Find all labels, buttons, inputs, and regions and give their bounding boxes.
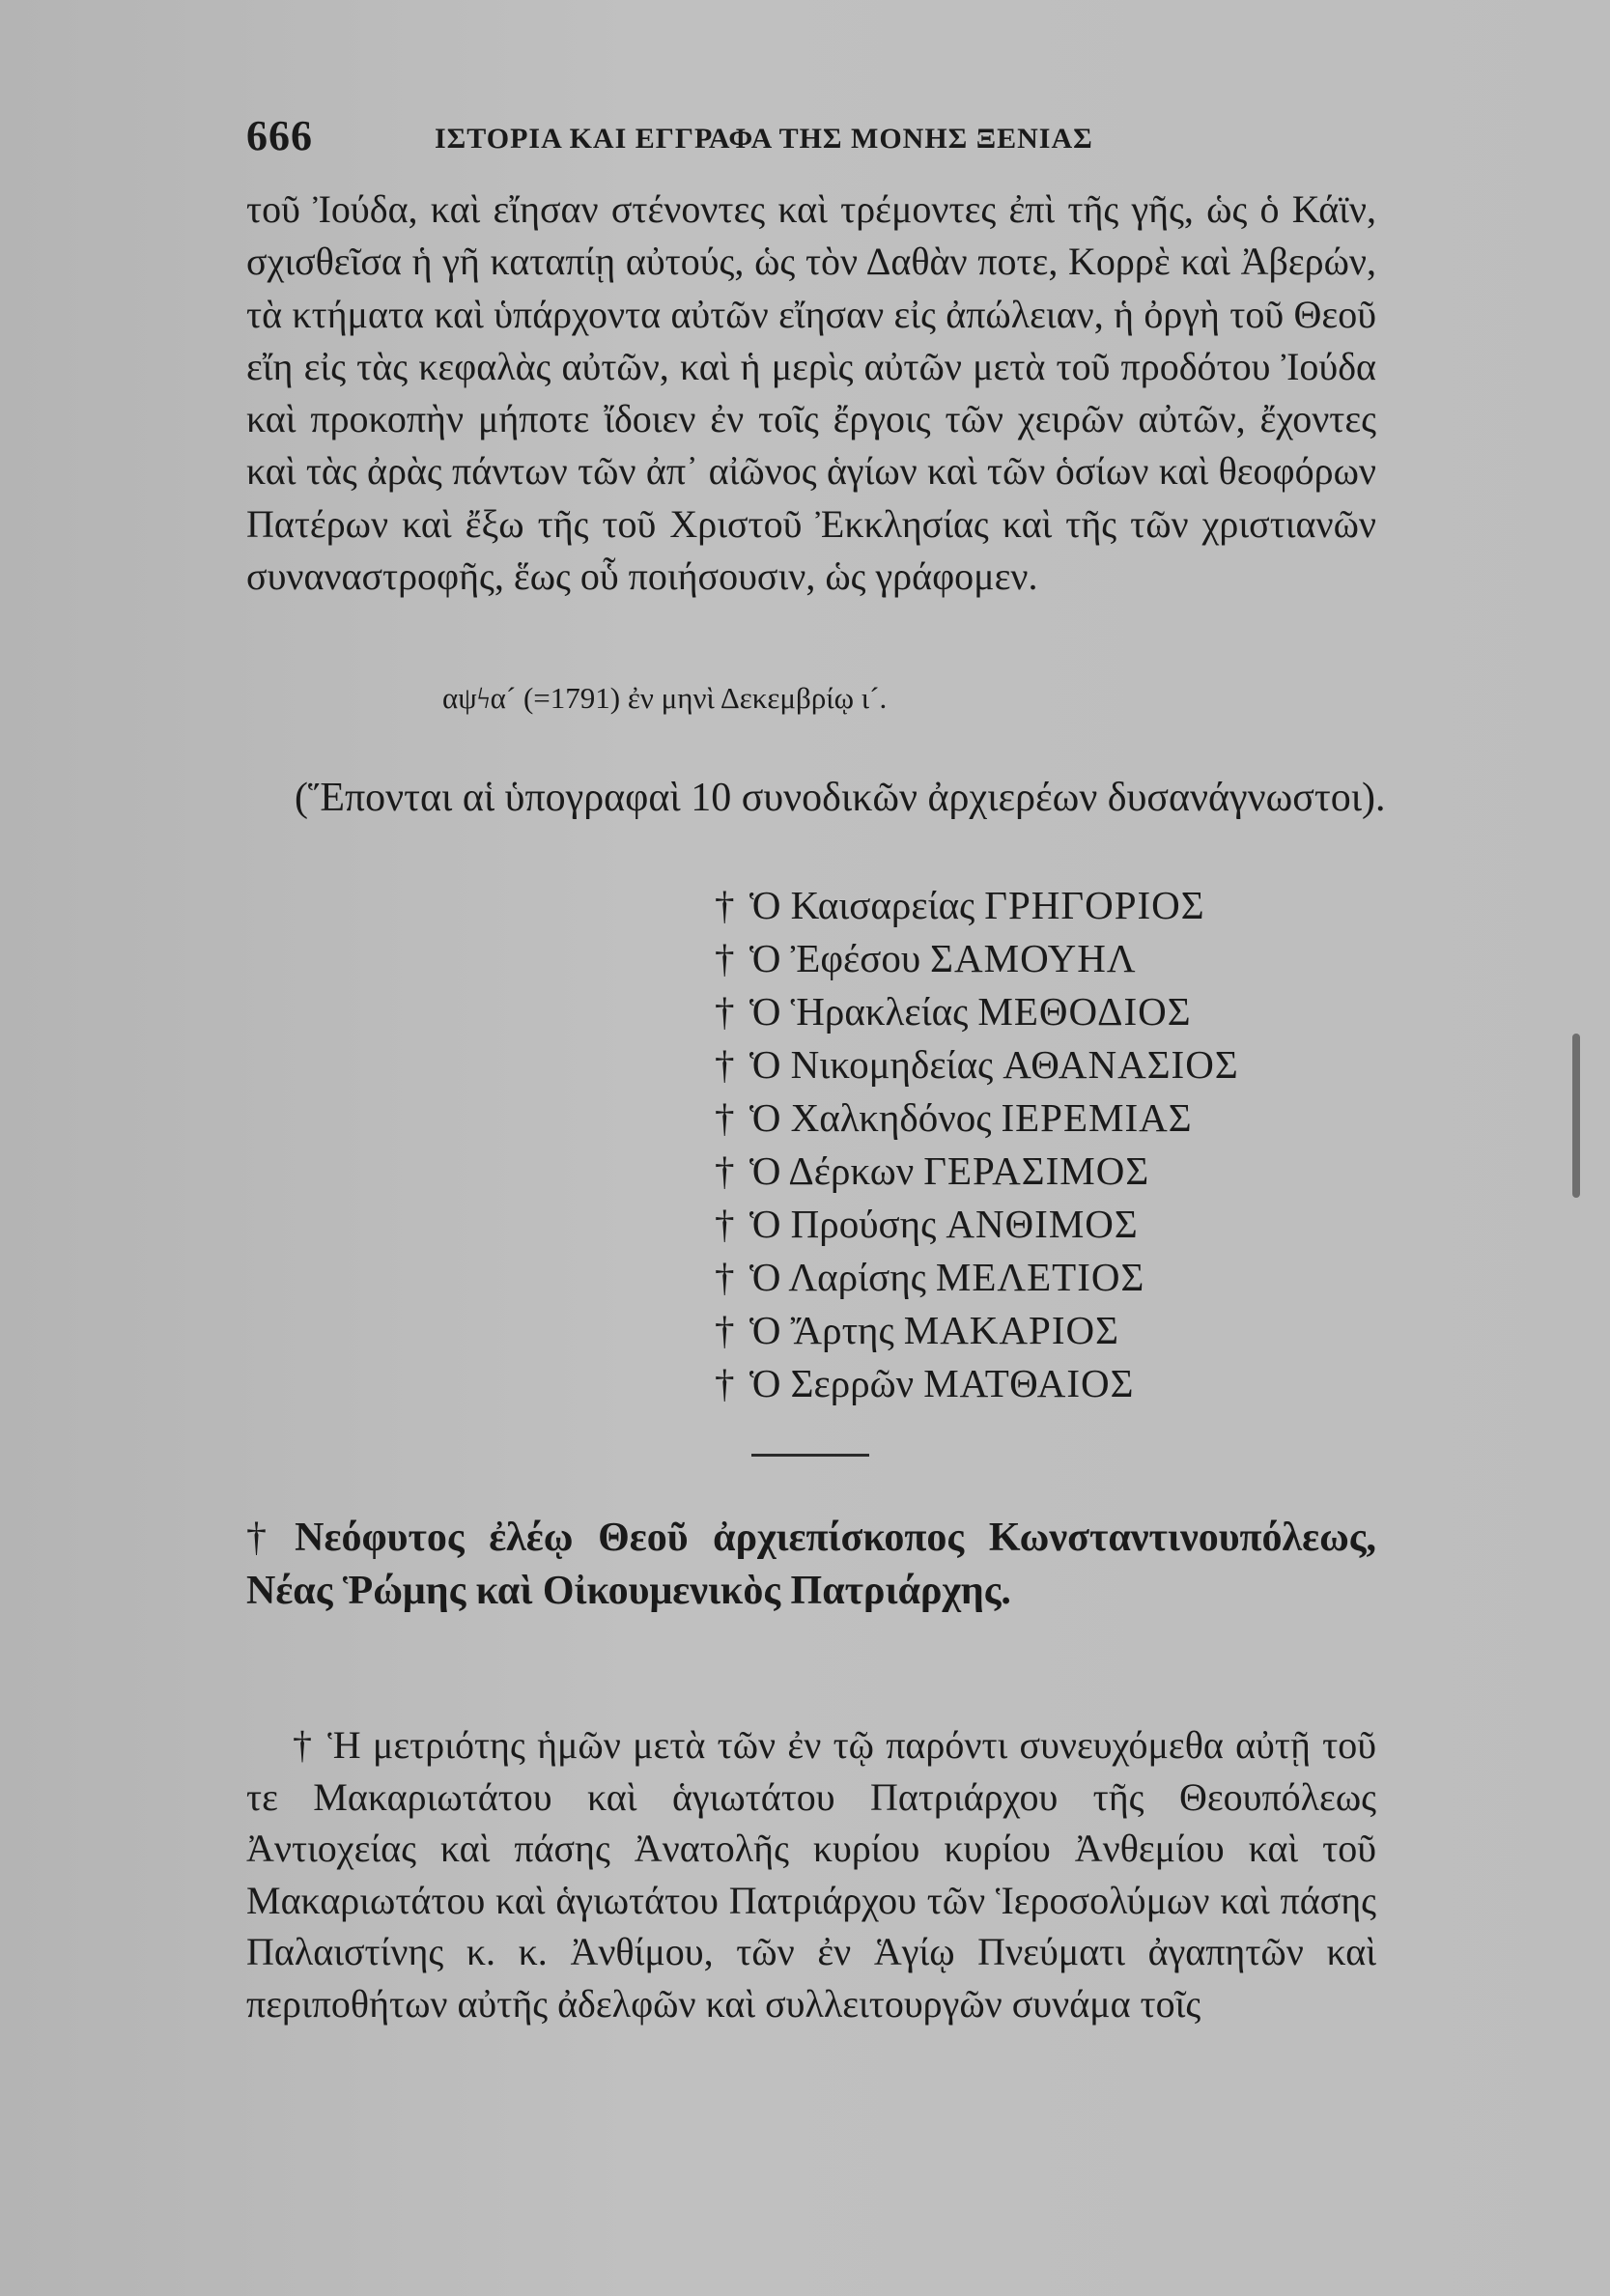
page-number: 666 [246, 112, 313, 159]
signature-name: ΙΕΡΕΜΙΑΣ [1001, 1095, 1193, 1140]
signature-line [715, 1304, 1239, 1357]
signature-line [715, 1357, 1239, 1410]
cross-symbol: † [715, 989, 735, 1034]
signature-name: ΑΝΘΙΜΟΣ [946, 1202, 1139, 1246]
cross-symbol: † [293, 1723, 315, 1767]
signature-line [715, 1091, 1239, 1145]
signature-see: Ὁ Χαλκηδόνος [749, 1095, 992, 1140]
signatures-note: (Ἕπονται αἱ ὑπογραφαὶ 10 συνοδικῶν ἀρχιερέων δυσανάγνωστοι). [295, 776, 1386, 820]
date-line: αψϟα´ (=1791) ἐν μηνὶ Δεκεμβρίῳ ι´. [442, 681, 888, 715]
excommunication-paragraph [246, 184, 1376, 603]
signature-see: Ὁ Ἡρακλείας [749, 989, 969, 1034]
signature-see: Ὁ Ἐφέσου [749, 936, 921, 980]
signature-name: ΜΑΤΘΑΙΟΣ [923, 1361, 1135, 1405]
signature-line [715, 1251, 1239, 1304]
cross-symbol: † [715, 1148, 735, 1193]
signature-see: Ὁ Προύσης [749, 1202, 937, 1246]
heading-text: Νεόφυτος ἐλέῳ Θεοῦ ἀρχιεπίσκοπος Κωνσταντινουπόλεως, Νέας Ῥώμης καὶ Οἰκουμενικὸς Πατριάρχης. [246, 1516, 1377, 1613]
signature-line [715, 879, 1239, 932]
cross-symbol: † [715, 883, 735, 927]
signature-line [715, 1038, 1239, 1091]
signature-see: Ὁ Ἄρτης [749, 1308, 894, 1352]
signature-see: Ὁ Δέρκων [749, 1148, 915, 1193]
patriarch-heading [246, 1512, 1376, 1618]
cross-symbol: † [715, 936, 735, 980]
cross-symbol: † [715, 1042, 735, 1087]
cross-symbol: † [715, 1095, 735, 1140]
signature-name: ΜΑΚΑΡΙΟΣ [903, 1308, 1119, 1352]
paragraph-text: τοῦ Ἰούδα, καὶ εἴησαν στένοντες καὶ τρέμοντες ἐπὶ τῆς γῆς, ὡς ὁ Κάϊν, σχισθεῖσα ἡ γῆ καταπίῃ αὐτούς, ὡς τὸν Δαθὰν ποτε, Κορρὲ καὶ Ἀβερών, τὰ κτήματα καὶ ὑπάρχοντα αὐτῶν εἴησαν εἰς ἀπώλειαν, ἡ ὀργὴ τοῦ Θεοῦ εἴη εἰς τὰς κεφαλὰς αὐτῶν, καὶ ἡ μερὶς αὐτῶν μετὰ τοῦ προδότου Ἰούδα καὶ προκοπὴν μήποτε ἴδοιεν ἐν τοῖς ἔργοις τῶν χειρῶν αὐτῶν, ἔχοντες καὶ τὰς ἀρὰς πάντων τῶν ἀπ᾽ αἰῶνος ἁγίων καὶ τῶν ὁσίων καὶ θεοφόρων Πατέρων καὶ ἔξω τῆς τοῦ Χριστοῦ Ἐκκλησίας καὶ τῆς τῶν χριστιανῶν συναναστροφῆς, ἕως οὗ ποιήσουσιν, ὡς γράφομεν. [246, 187, 1376, 599]
letter-body [246, 1719, 1376, 2029]
signature-name: ΓΡΗΓΟΡΙΟΣ [984, 883, 1205, 927]
signature-line [715, 1198, 1239, 1251]
section-divider [751, 1454, 869, 1457]
cross-symbol: † [715, 1308, 735, 1352]
page-header [246, 111, 1386, 169]
signature-see: Ὁ Καισαρείας [749, 883, 975, 927]
signature-name: ΓΕΡΑΣΙΜΟΣ [923, 1148, 1150, 1193]
signature-see: Ὁ Σερρῶν [749, 1361, 915, 1405]
signature-line [715, 985, 1239, 1038]
letter-paragraph [246, 1719, 1376, 2029]
running-title: ΙΣΤΟΡΙΑ ΚΑΙ ΕΓΓΡΑΦΑ ΤΗΣ ΜΟΝΗΣ ΞΕΝΙΑΣ [435, 123, 1093, 155]
signature-name: ΣΑΜΟΥΗΛ [930, 936, 1137, 980]
signature-name: ΜΕΛΕΤΙΟΣ [935, 1255, 1145, 1299]
cross-symbol: † [715, 1255, 735, 1299]
signature-see: Ὁ Λαρίσης [749, 1255, 926, 1299]
cross-symbol: † [715, 1361, 735, 1405]
signature-line [715, 932, 1239, 985]
letter-text: Ἡ μετριότης ἡμῶν μετὰ τῶν ἐν τῷ παρόντι συνευχόμεθα αὐτῇ τοῦ τε Μακαριωτάτου καὶ ἁγιωτάτου Πατριάρχου τῆς Θεουπόλεως Ἀντιοχείας καὶ πάσης Ἀνατολῆς κυρίου κυρίου Ἀνθεμίου καὶ τοῦ Μακαριωτάτου καὶ ἁγιωτάτου Πατριάρχου τῶν Ἱεροσολύμων καὶ πάσης Παλαιστίνης κ. κ. Ἀνθίμου, τῶν ἐν Ἁγίῳ Πνεύματι ἀγαπητῶν καὶ περιποθήτων αὐτῆς ἀδελφῶν καὶ συλλειτουργῶν συνάμα τοῖς [246, 1723, 1377, 2026]
signature-list [715, 879, 1239, 1410]
binding-mark [1572, 1034, 1580, 1198]
signature-name: ΑΘΑΝΑΣΙΟΣ [1003, 1042, 1239, 1087]
signature-line [715, 1145, 1239, 1198]
cross-symbol: † [715, 1202, 735, 1246]
signature-see: Ὁ Νικομηδείας [749, 1042, 994, 1087]
cross-symbol: † [246, 1516, 282, 1560]
signature-name: ΜΕΘΟΔΙΟΣ [977, 989, 1192, 1034]
